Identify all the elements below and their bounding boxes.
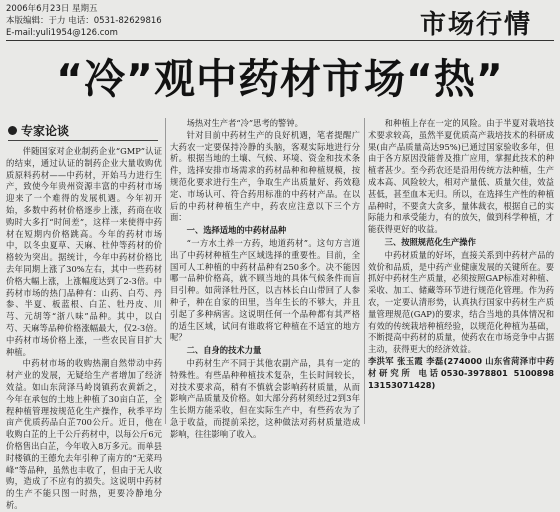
bullet-icon [8,126,17,135]
article-column-2 [170,118,360,439]
paragraph: “一方水土养一方药，地道药材”。这句方言道出了中药材种植生产区域选择的重要性。目前，全国可人工种植的中药材品种有250多个。决不能因哪一品种价格高，就不顾当地的具体气候条件而盲目引种。如菏泽牡丹区，以吉林长白山带回了人参种子，种在自家的田里，当年生长的不够大，并且引起了多种病害。这说明任何一个品种都有其严格的适生区域，试问有谁敢将它种植在不适宜的地方呢？ [170,237,360,343]
paragraph: 中药材生产不同于其他农副产品，具有一定的特殊性。有些品种种植技术复杂，生长时间较长，对技术要求高，稍有不慎就会影响药材质量，从而影响产品质量及价格。如大部分药材须经过2到3年生长期方能采收，但在实际生产中，有些药农为了急于收益，而提前采挖，这种做法对药材质量造成影响，往往影响了收入。 [170,357,360,439]
paragraph: 和种植上存在一定的风险。由于半夏对栽培技术要求较高，虽然半夏优质高产栽培技术的科研成果(由产品质量高达95%)已通过国家验收多年，但由于各方原因没能普及推广应用，掌握此技术的种植者甚少。至今药农还是沿用传统方法种植，生产成本高、风险较大，相对产量低、质量欠佳，效益甚低，甚至血本无归。所以，在选择生产性的种植品种时，不要贪大贪多，量体裁衣，根据自己的实际能力和承受能力，有的放矢，做到科学种植，才能获得更好的收益。 [368,118,554,235]
article-column-3 [368,118,554,426]
editor-contact: 本版编辑：于力 电话：0531-82629816 [6,16,162,26]
article-headline: “冷”观中药材市场“热” [56,55,504,103]
subheading: 一、选择适地的中药材品种 [186,225,287,236]
masthead-info [6,3,162,39]
column-divider [165,118,166,424]
article-column-1 [6,146,162,510]
subheading: 三、按照规范化生产操作 [384,236,476,247]
column-divider [364,118,365,424]
header-divider [6,40,554,41]
issue-date: 2006年6月23日 星期五 [6,4,98,14]
column-tag-label: 专家论谈 [21,124,70,138]
editor-email: E-mail:yuli1954@126.com [6,28,118,38]
paragraph: 中药材市场的收购热潮自然带动中药材产业的发展，无疑给生产者增加了经济效益。如山东菏泽马岭岗镇药农黄新之，今年在承包的土地上种植了30亩白芷，全程种植管理按规范化生产操作，秋季平均亩产优质药品白芷700公斤。近日，他在收购白芷的上千公斤药材中，以每公斤6元价格售出白芷，今年收入8万多元。而单县时楼镇的王德允去年引种了南方的“无菜玛峰”等品种，虽然也丰收了，但由于无人收购，造成了不应有的损失。这说明中药材的生产不能只图一时热，更要冷静地分析。 [6,358,162,510]
column-tag [8,122,69,139]
paragraph: 伴随国家对企业制药企业“GMP”认证的结束，通过认证的制药企业大量收购优质原料药材——中药材，开始马力进行生产，致使今年贵州资源丰富的中药材市场迎来了一个难得的发展机遇。今年初开始，多数中药材价格逐步上涨，药商在收购时大多打“时间差”，这样一来使得中药材在短期内价格跳高。今年的药材市场中，以冬虫夏草、天麻、杜仲等药材的价格较为突出。据统计，今年中药材价格比去年同期上涨了30%左右，其中一些药材价格大幅上涨，上涨幅度达到了2-3倍。中药材市场的热门品种有：山药、白芍、丹参、半夏、板蓝根、白芷、牡丹皮、川芎、元胡等“浙八味”品种。其中，以白芍、天麻等品种价格涨幅最大，仅2-3倍。中药材市场价格上涨，一些农民盲目扩大种植。 [6,146,162,357]
tag-divider [8,140,158,141]
author-byline: 李洪军 张玉霞 李磊(274000 山东省菏泽市中药材研究所 电话0530-3978801 5100898 13153071428) [368,355,554,390]
paragraph: 中药材质量的好坏，直接关系到中药材产品的效价和品质，是中药产业健康发展的关键所在。要抓好中药材生产质量，必须按照GAP标准对种植、采收、加工、储藏等环节进行规范化管理。作为药农，一定要认清形势，认真执行国家中药材生产质量管理规范(GAP)的要求，结合当地的具体情况和有效的传统栽培种植经验，以规范化种植为基础，不断提高中药材的质量，使药农在市场竞争中占据主动，获得更大的经济效益。 [368,249,554,355]
paragraph: 场热对生产者“冷”思考的警钟。 [186,118,303,128]
subheading: 二、自身的技术力量 [186,345,262,356]
section-title: 市场行情 [419,10,532,40]
paragraph: 针对目前中药材生产的良好机遇，笔者提醒广大药农一定要保持冷静的头脑，客观实际地进行分析。根据当地的土壤、气候、环境、资金和技术条件，选择安排市场需求的药材品种和种植规模，按规范化要求进行生产，争取生产出质量好、药效稳定、市场认可、符合药用标准的中药材产品。在以后的中药材种植生产中，药农应注意以下三个方面： [170,129,360,223]
